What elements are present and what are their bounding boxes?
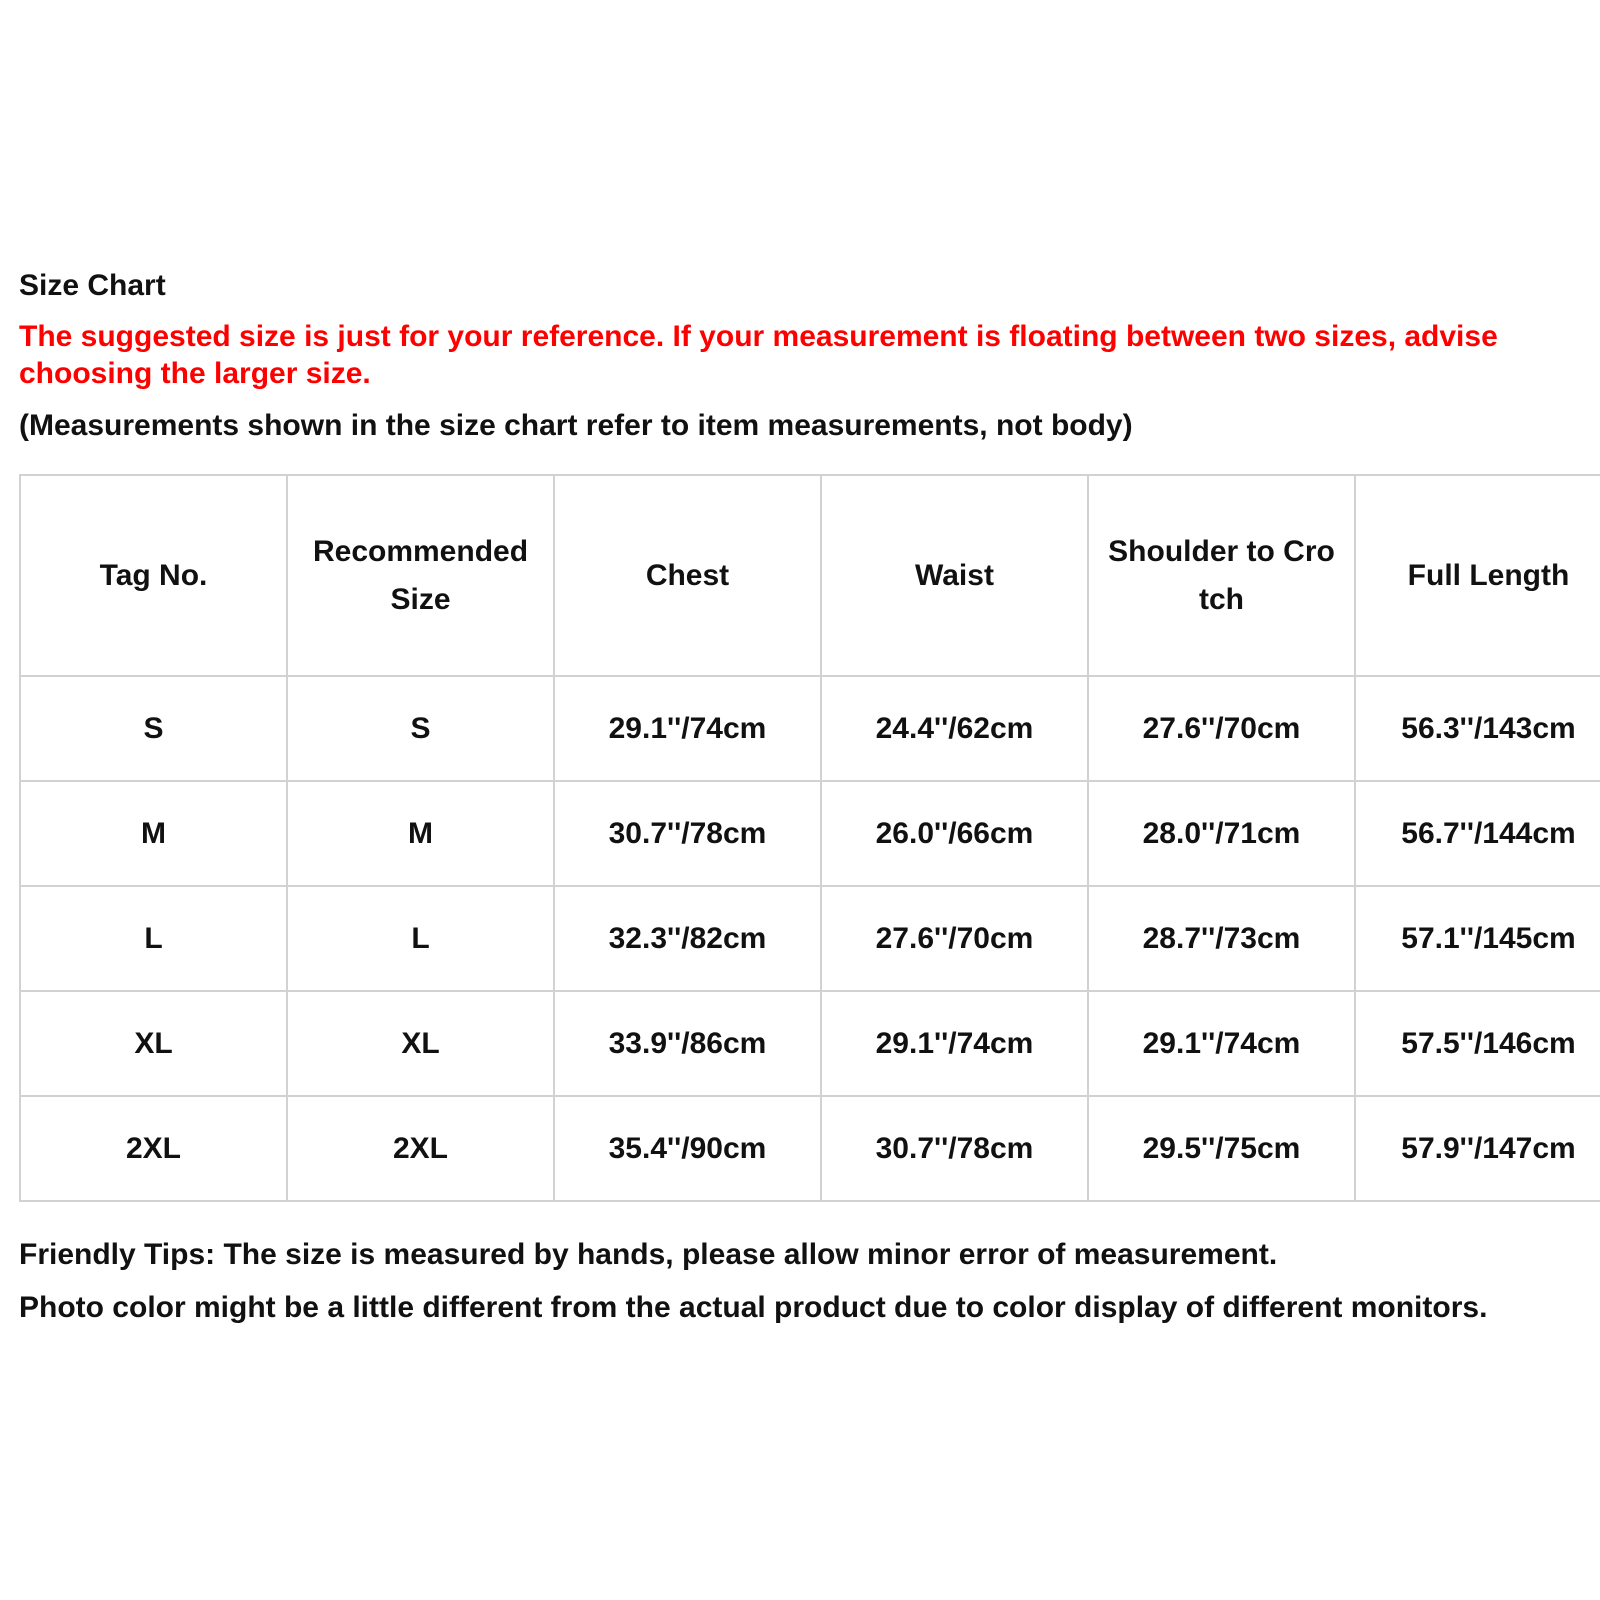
header-label: Recommended — [312, 534, 529, 568]
cell-waist: 27.6''/70cm — [821, 886, 1088, 991]
header-chest — [554, 475, 821, 676]
cell-shoulder-to-crotch: 28.7''/73cm — [1088, 886, 1355, 991]
cell-full-length: 57.1''/145cm — [1355, 886, 1600, 991]
header-label-continued: tch — [1199, 582, 1244, 616]
header-waist — [821, 475, 1088, 676]
tip-photo-color: Photo color might be a little different from the actual product due to color display of different monitors. — [19, 1291, 1488, 1324]
table-row — [20, 781, 1600, 886]
cell-chest: 32.3''/82cm — [554, 886, 821, 991]
friendly-tips — [19, 1228, 1599, 1334]
cell-waist: 29.1''/74cm — [821, 991, 1088, 1096]
cell-waist: 26.0''/66cm — [821, 781, 1088, 886]
table-header-row — [20, 475, 1600, 676]
header-label: Waist — [915, 558, 994, 592]
cell-chest: 29.1''/74cm — [554, 676, 821, 781]
cell-recommended-size: S — [287, 676, 554, 781]
cell-waist: 30.7''/78cm — [821, 1096, 1088, 1201]
table-row — [20, 886, 1600, 991]
cell-tag-no: XL — [20, 991, 287, 1096]
cell-tag-no: L — [20, 886, 287, 991]
tip-measurement: Friendly Tips: The size is measured by hands, please allow minor error of measurement. — [19, 1238, 1278, 1271]
cell-waist: 24.4''/62cm — [821, 676, 1088, 781]
table-row — [20, 1096, 1600, 1201]
cell-tag-no: 2XL — [20, 1096, 287, 1201]
cell-full-length: 56.7''/144cm — [1355, 781, 1600, 886]
cell-tag-no: S — [20, 676, 287, 781]
header-label: Full Length — [1407, 558, 1570, 592]
header-label: Chest — [645, 558, 730, 592]
header-tag-no — [20, 475, 287, 676]
size-advice-notice: The suggested size is just for your reference. If your measurement is floating between two sizes, advise choosing the larger size. — [19, 320, 1498, 390]
table-row — [20, 991, 1600, 1096]
cell-chest: 30.7''/78cm — [554, 781, 821, 886]
header-label-continued: Size — [390, 582, 451, 616]
header-full-length — [1355, 475, 1600, 676]
page-title: Size Chart — [19, 269, 166, 302]
cell-full-length: 57.5''/146cm — [1355, 991, 1600, 1096]
header-recommended-size — [287, 475, 554, 676]
cell-shoulder-to-crotch: 29.1''/74cm — [1088, 991, 1355, 1096]
cell-recommended-size: 2XL — [287, 1096, 554, 1201]
size-chart-table — [19, 474, 1600, 1202]
header-shoulder-to-crotch — [1088, 475, 1355, 676]
cell-recommended-size: M — [287, 781, 554, 886]
cell-recommended-size: L — [287, 886, 554, 991]
measurement-note: (Measurements shown in the size chart refer to item measurements, not body) — [19, 409, 1133, 442]
cell-chest: 35.4''/90cm — [554, 1096, 821, 1201]
cell-tag-no: M — [20, 781, 287, 886]
cell-recommended-size: XL — [287, 991, 554, 1096]
cell-full-length: 57.9''/147cm — [1355, 1096, 1600, 1201]
header-label: Tag No. — [99, 558, 208, 592]
cell-full-length: 56.3''/143cm — [1355, 676, 1600, 781]
header-label: Shoulder to Cro — [1108, 534, 1335, 568]
cell-shoulder-to-crotch: 27.6''/70cm — [1088, 676, 1355, 781]
cell-chest: 33.9''/86cm — [554, 991, 821, 1096]
table-row — [20, 676, 1600, 781]
cell-shoulder-to-crotch: 28.0''/71cm — [1088, 781, 1355, 886]
cell-shoulder-to-crotch: 29.5''/75cm — [1088, 1096, 1355, 1201]
